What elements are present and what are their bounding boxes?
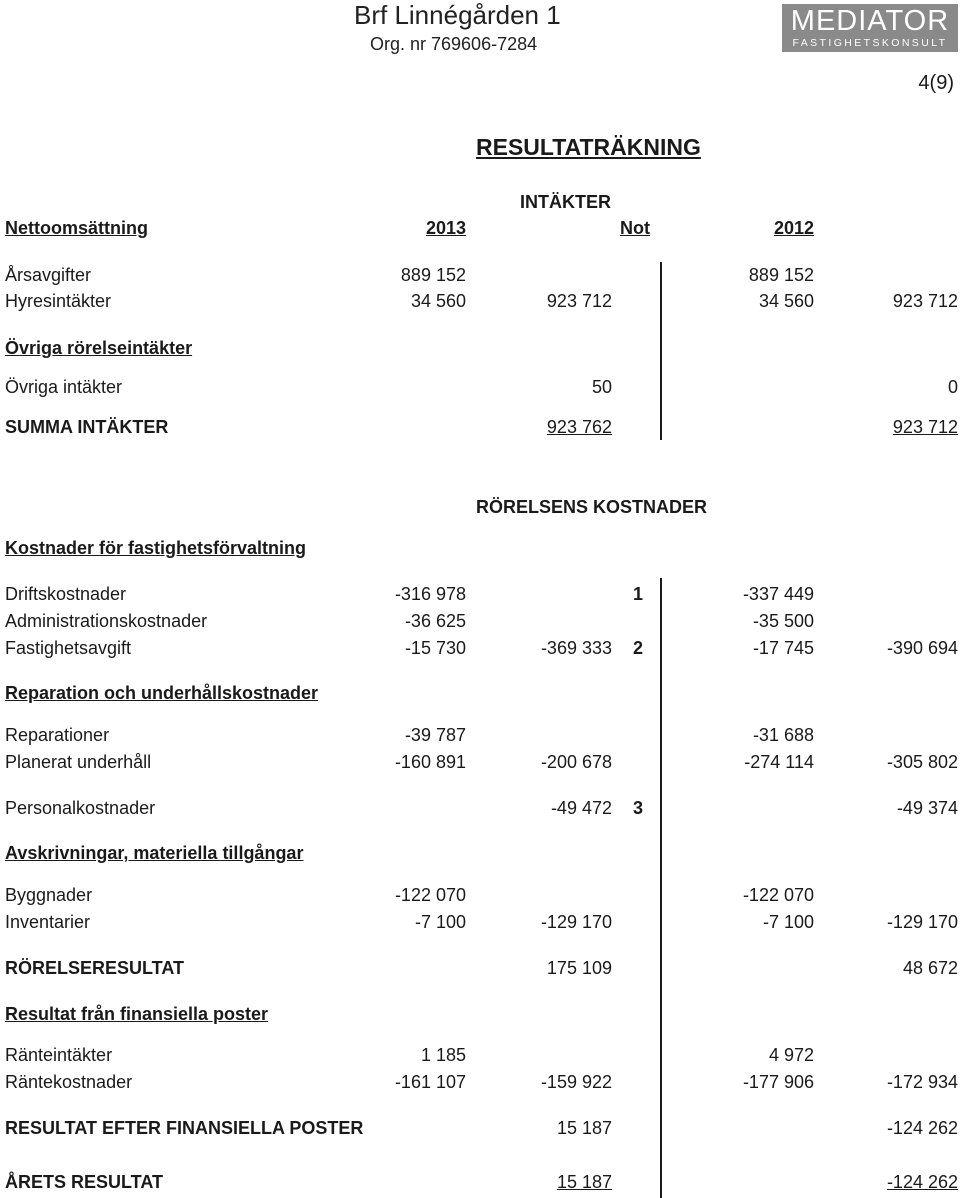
row-label: Driftskostnader <box>5 584 127 604</box>
financial-items-heading: Resultat från finansiella poster <box>5 1004 269 1024</box>
subtotal-2013: 923 712 <box>546 291 612 311</box>
table-row <box>0 1070 960 1094</box>
table-row <box>0 883 960 907</box>
result-2012: -124 262 <box>886 1118 958 1138</box>
row-label: Byggnader <box>5 885 93 905</box>
row-label: Planerat underhåll <box>5 752 152 772</box>
logo-main-text: MEDIATOR <box>790 5 950 37</box>
value-2012: 889 152 <box>748 265 814 285</box>
other-income-heading: Övriga rörelseintäkter <box>5 338 193 358</box>
value-2012: -337 449 <box>742 584 814 604</box>
value-2013: -122 070 <box>394 885 466 905</box>
row-label: ÅRETS RESULTAT <box>5 1172 163 1192</box>
row-label: Hyresintäkter <box>5 291 112 311</box>
subtotal-2012: -49 374 <box>896 798 958 818</box>
table-row <box>0 796 960 820</box>
column-2012: 2012 <box>773 218 814 238</box>
result-2013: 15 187 <box>556 1118 612 1138</box>
table-row <box>0 289 960 313</box>
value-2012: -274 114 <box>744 752 814 772</box>
table-row <box>0 375 960 399</box>
value-2013: -15 730 <box>404 638 466 658</box>
value-2013: -161 107 <box>394 1072 466 1092</box>
group-heading-row <box>0 842 960 866</box>
year-result-2012: -124 262 <box>886 1172 958 1192</box>
table-row <box>0 1043 960 1067</box>
note-number: 3 <box>633 798 644 818</box>
net-revenue-heading: Nettoomsättning <box>5 218 148 238</box>
income-section-title: INTÄKTER <box>520 192 611 212</box>
subtotal-2013: -369 333 <box>540 638 612 658</box>
row-label: Övriga intäkter <box>5 377 123 397</box>
operating-result-row <box>0 956 960 980</box>
total-2012: 923 712 <box>892 417 958 437</box>
subtotal-2013: -49 472 <box>550 798 612 818</box>
row-label: Årsavgifter <box>5 265 92 285</box>
subtotal-2012: 0 <box>947 377 958 397</box>
subtotal-2013: -159 922 <box>540 1072 612 1092</box>
org-number: Org. nr 769606-7284 <box>370 34 538 54</box>
column-divider <box>660 262 662 440</box>
row-label: Räntekostnader <box>5 1072 133 1092</box>
page-number: 4(9) <box>918 72 954 94</box>
group-heading-row <box>0 537 960 561</box>
value-2013: 1 185 <box>420 1045 466 1065</box>
income-column-header <box>0 217 960 241</box>
row-label: RÖRELSERESULTAT <box>5 958 184 978</box>
note-number: 2 <box>633 638 644 658</box>
row-label: Ränteintäkter <box>5 1045 113 1065</box>
subtotal-2013: 50 <box>591 377 612 397</box>
value-2013: -160 891 <box>394 752 466 772</box>
column-2013: 2013 <box>425 218 466 238</box>
row-label: Inventarier <box>5 912 91 932</box>
column-not: Not <box>620 218 650 238</box>
year-result-2013: 15 187 <box>556 1172 612 1192</box>
result-after-financial-row <box>0 1116 960 1140</box>
property-management-heading: Kostnader för fastighetsförvaltning <box>5 538 307 558</box>
result-2013: 175 109 <box>546 958 612 978</box>
table-row <box>0 263 960 287</box>
row-label: Reparationer <box>5 725 110 745</box>
table-row <box>0 582 960 606</box>
subtotal-2012: 923 712 <box>892 291 958 311</box>
subtotal-2012: -172 934 <box>886 1072 958 1092</box>
value-2012: -122 070 <box>742 885 814 905</box>
row-label: Administrationskostnader <box>5 611 208 631</box>
subtotal-2013: -200 678 <box>540 752 612 772</box>
value-2012: -17 745 <box>752 638 814 658</box>
year-result-row <box>0 1170 960 1194</box>
subtotal-2012: -129 170 <box>886 912 958 932</box>
row-label: RESULTAT EFTER FINANSIELLA POSTER <box>5 1118 364 1138</box>
subtotal-2013: -129 170 <box>540 912 612 932</box>
group-heading-row <box>0 337 960 361</box>
row-label: Fastighetsavgift <box>5 638 132 658</box>
subtotal-2012: -390 694 <box>886 638 958 658</box>
association-name: Brf Linnégården 1 <box>354 0 561 30</box>
value-2012: -31 688 <box>752 725 814 745</box>
value-2012: -7 100 <box>762 912 814 932</box>
value-2013: -316 978 <box>394 584 466 604</box>
value-2012: 4 972 <box>768 1045 814 1065</box>
table-row <box>0 750 960 774</box>
table-row <box>0 636 960 660</box>
logo-sub-text: FASTIGHETSKONSULT <box>792 37 948 49</box>
value-2012: -177 906 <box>742 1072 814 1092</box>
total-income-row <box>0 415 960 439</box>
costs-section-title: RÖRELSENS KOSTNADER <box>476 497 708 517</box>
page-title: RESULTATRÄKNING <box>476 134 701 160</box>
row-label: SUMMA INTÄKTER <box>5 417 169 437</box>
group-heading-row <box>0 1003 960 1027</box>
table-row <box>0 910 960 934</box>
value-2013: 889 152 <box>400 265 466 285</box>
table-row <box>0 723 960 747</box>
row-label: Personalkostnader <box>5 798 156 818</box>
value-2013: 34 560 <box>410 291 466 311</box>
total-2013: 923 762 <box>546 417 612 437</box>
value-2013: -7 100 <box>414 912 466 932</box>
result-2012: 48 672 <box>902 958 958 978</box>
value-2012: -35 500 <box>752 611 814 631</box>
subtotal-2012: -305 802 <box>886 752 958 772</box>
group-heading-row <box>0 682 960 706</box>
column-divider <box>660 578 662 1198</box>
value-2013: -36 625 <box>404 611 466 631</box>
note-number: 1 <box>633 584 644 604</box>
mediator-logo <box>782 4 958 52</box>
depreciation-heading: Avskrivningar, materiella tillgångar <box>5 843 304 863</box>
repair-heading: Reparation och underhållskostnader <box>5 683 319 703</box>
value-2013: -39 787 <box>404 725 466 745</box>
table-row <box>0 609 960 633</box>
value-2012: 34 560 <box>758 291 814 311</box>
